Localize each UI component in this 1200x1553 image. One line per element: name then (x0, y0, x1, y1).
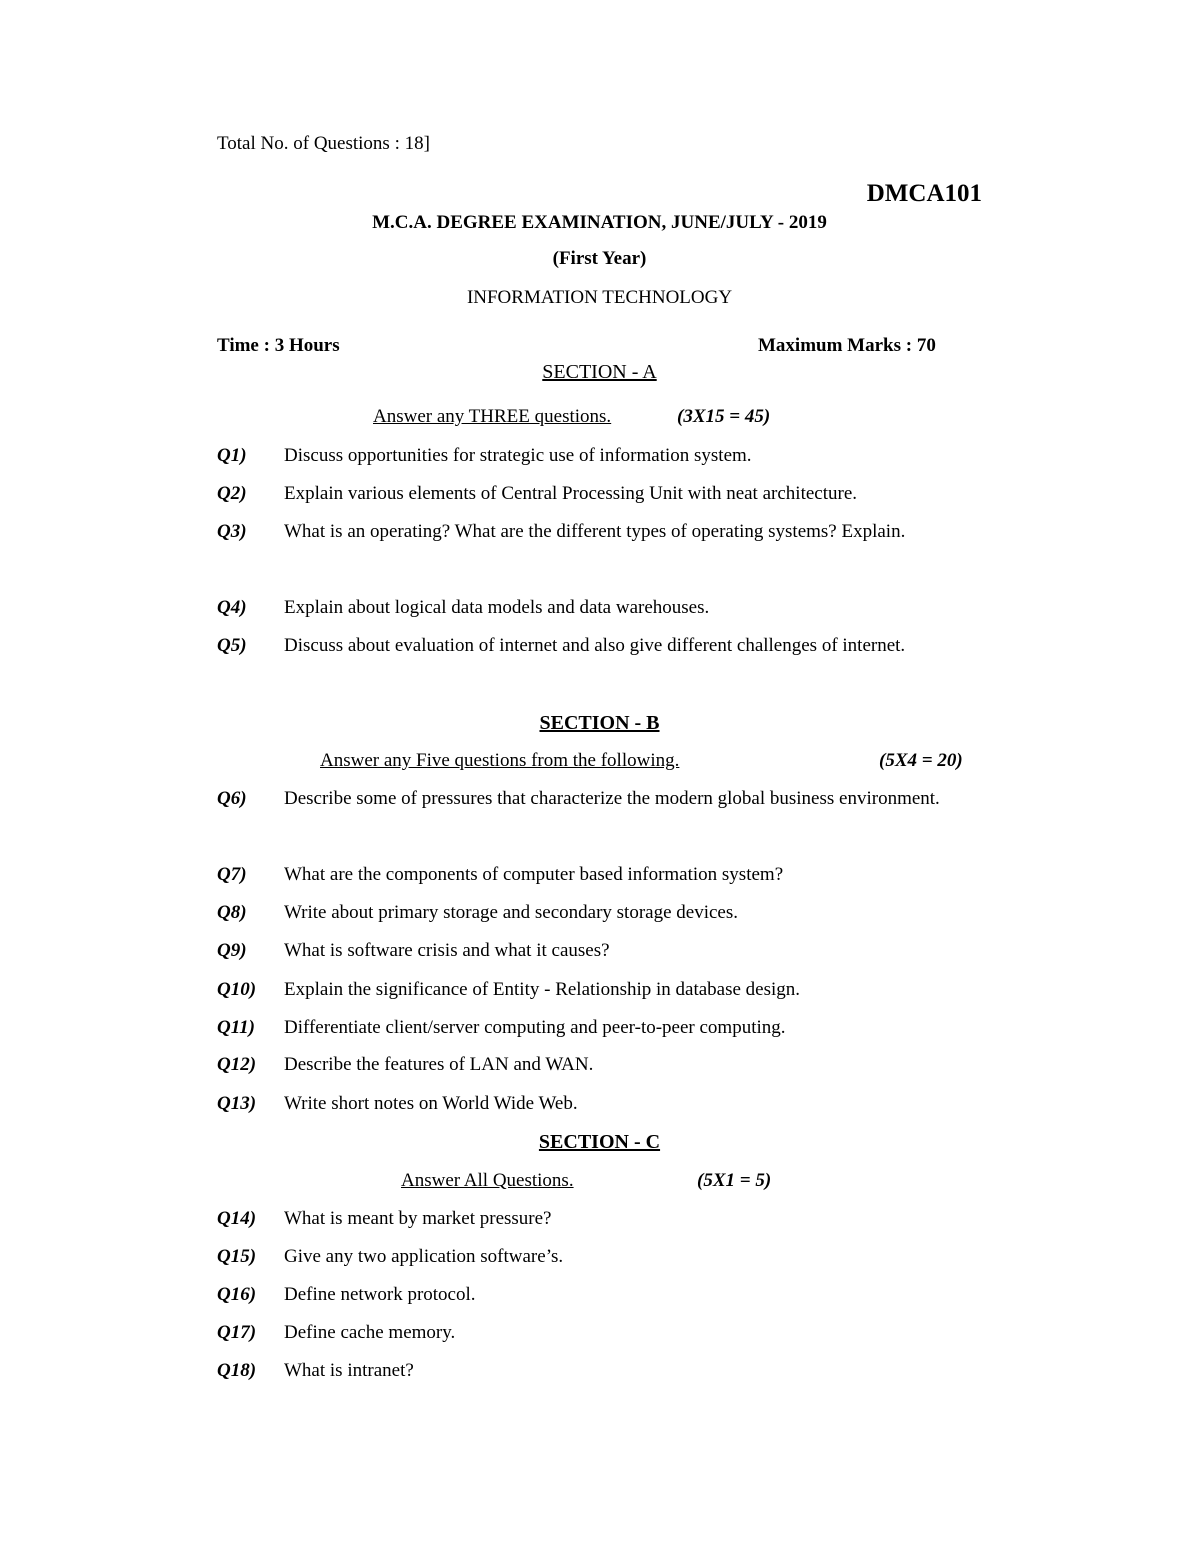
question-text: Define network protocol. (284, 1284, 476, 1305)
total-questions: Total No. of Questions : 18] (217, 133, 430, 154)
question-number: Q4) (217, 597, 247, 618)
question-item (217, 856, 982, 894)
question-number: Q3) (217, 521, 247, 542)
question-number: Q11) (217, 1017, 255, 1038)
question-number: Q7) (217, 864, 247, 885)
question-text: Describe some of pressures that characterize the modern global business environment. (284, 788, 940, 809)
question-text: Differentiate client/server computing and peer-to-peer computing. (284, 1017, 786, 1038)
question-item (217, 1200, 982, 1238)
question-text: Discuss opportunities for strategic use of information system. (284, 445, 752, 466)
question-text: Define cache memory. (284, 1322, 456, 1343)
time-allowed: Time : 3 Hours (217, 335, 340, 356)
question-item (217, 589, 982, 627)
section-b-title: SECTION - B (539, 712, 660, 734)
question-text: Give any two application software’s. (284, 1246, 564, 1267)
question-item (217, 437, 982, 475)
question-text: What are the components of computer based information system? (284, 864, 784, 885)
question-item (217, 1085, 982, 1123)
question-text: Describe the features of LAN and WAN. (284, 1054, 594, 1075)
section-c-marks: (5X1 = 5) (697, 1170, 772, 1191)
question-text: Discuss about evaluation of internet and also give different challenges of internet. (284, 635, 906, 656)
question-text: What is meant by market pressure? (284, 1208, 552, 1229)
question-item (217, 1238, 982, 1276)
paper-code: DMCA101 (866, 180, 982, 207)
question-number: Q15) (217, 1246, 257, 1267)
question-item (217, 1314, 982, 1352)
section-a-instruction: Answer any THREE questions. (373, 406, 612, 427)
section-b-marks: (5X4 = 20) (879, 750, 963, 771)
question-item (217, 1046, 982, 1084)
question-item (217, 894, 982, 932)
question-text: Explain the significance of Entity - Relationship in database design. (284, 979, 801, 1000)
question-number: Q6) (217, 788, 247, 809)
question-number: Q18) (217, 1360, 257, 1381)
question-item (217, 1009, 982, 1047)
section-b-instruction: Answer any Five questions from the following. (320, 750, 680, 771)
question-item (217, 971, 982, 1009)
question-number: Q10) (217, 979, 257, 1000)
question-text: Explain about logical data models and data warehouses. (284, 597, 710, 618)
exam-year: (First Year) (552, 248, 647, 269)
question-number: Q12) (217, 1054, 257, 1075)
section-c-instruction: Answer All Questions. (401, 1170, 574, 1191)
question-text: What is software crisis and what it causes? (284, 940, 610, 961)
question-item (217, 627, 982, 665)
subject-title: INFORMATION TECHNOLOGY (466, 287, 733, 308)
question-number: Q14) (217, 1208, 257, 1229)
question-number: Q13) (217, 1093, 257, 1114)
section-a-title: SECTION - A (542, 361, 657, 383)
question-text: What is an operating? What are the different types of operating systems? Explain. (284, 521, 906, 542)
exam-title: M.C.A. DEGREE EXAMINATION, JUNE/JULY - 2019 (372, 212, 827, 233)
maximum-marks: Maximum Marks : 70 (758, 335, 936, 356)
question-item (217, 932, 982, 970)
question-number: Q5) (217, 635, 247, 656)
question-item (217, 780, 982, 818)
question-item (217, 513, 982, 551)
question-number: Q2) (217, 483, 247, 504)
question-text: Explain various elements of Central Processing Unit with neat architecture. (284, 483, 857, 504)
section-c-title: SECTION - C (538, 1131, 661, 1153)
question-text: What is intranet? (284, 1360, 414, 1381)
question-text: Write about primary storage and secondary storage devices. (284, 902, 739, 923)
question-text: Write short notes on World Wide Web. (284, 1093, 578, 1114)
question-item (217, 1352, 982, 1390)
question-number: Q1) (217, 445, 247, 466)
question-item (217, 475, 982, 513)
question-item (217, 1276, 982, 1314)
question-number: Q16) (217, 1284, 257, 1305)
question-number: Q9) (217, 940, 247, 961)
section-a-marks: (3X15 = 45) (677, 406, 771, 427)
question-number: Q17) (217, 1322, 257, 1343)
question-number: Q8) (217, 902, 247, 923)
